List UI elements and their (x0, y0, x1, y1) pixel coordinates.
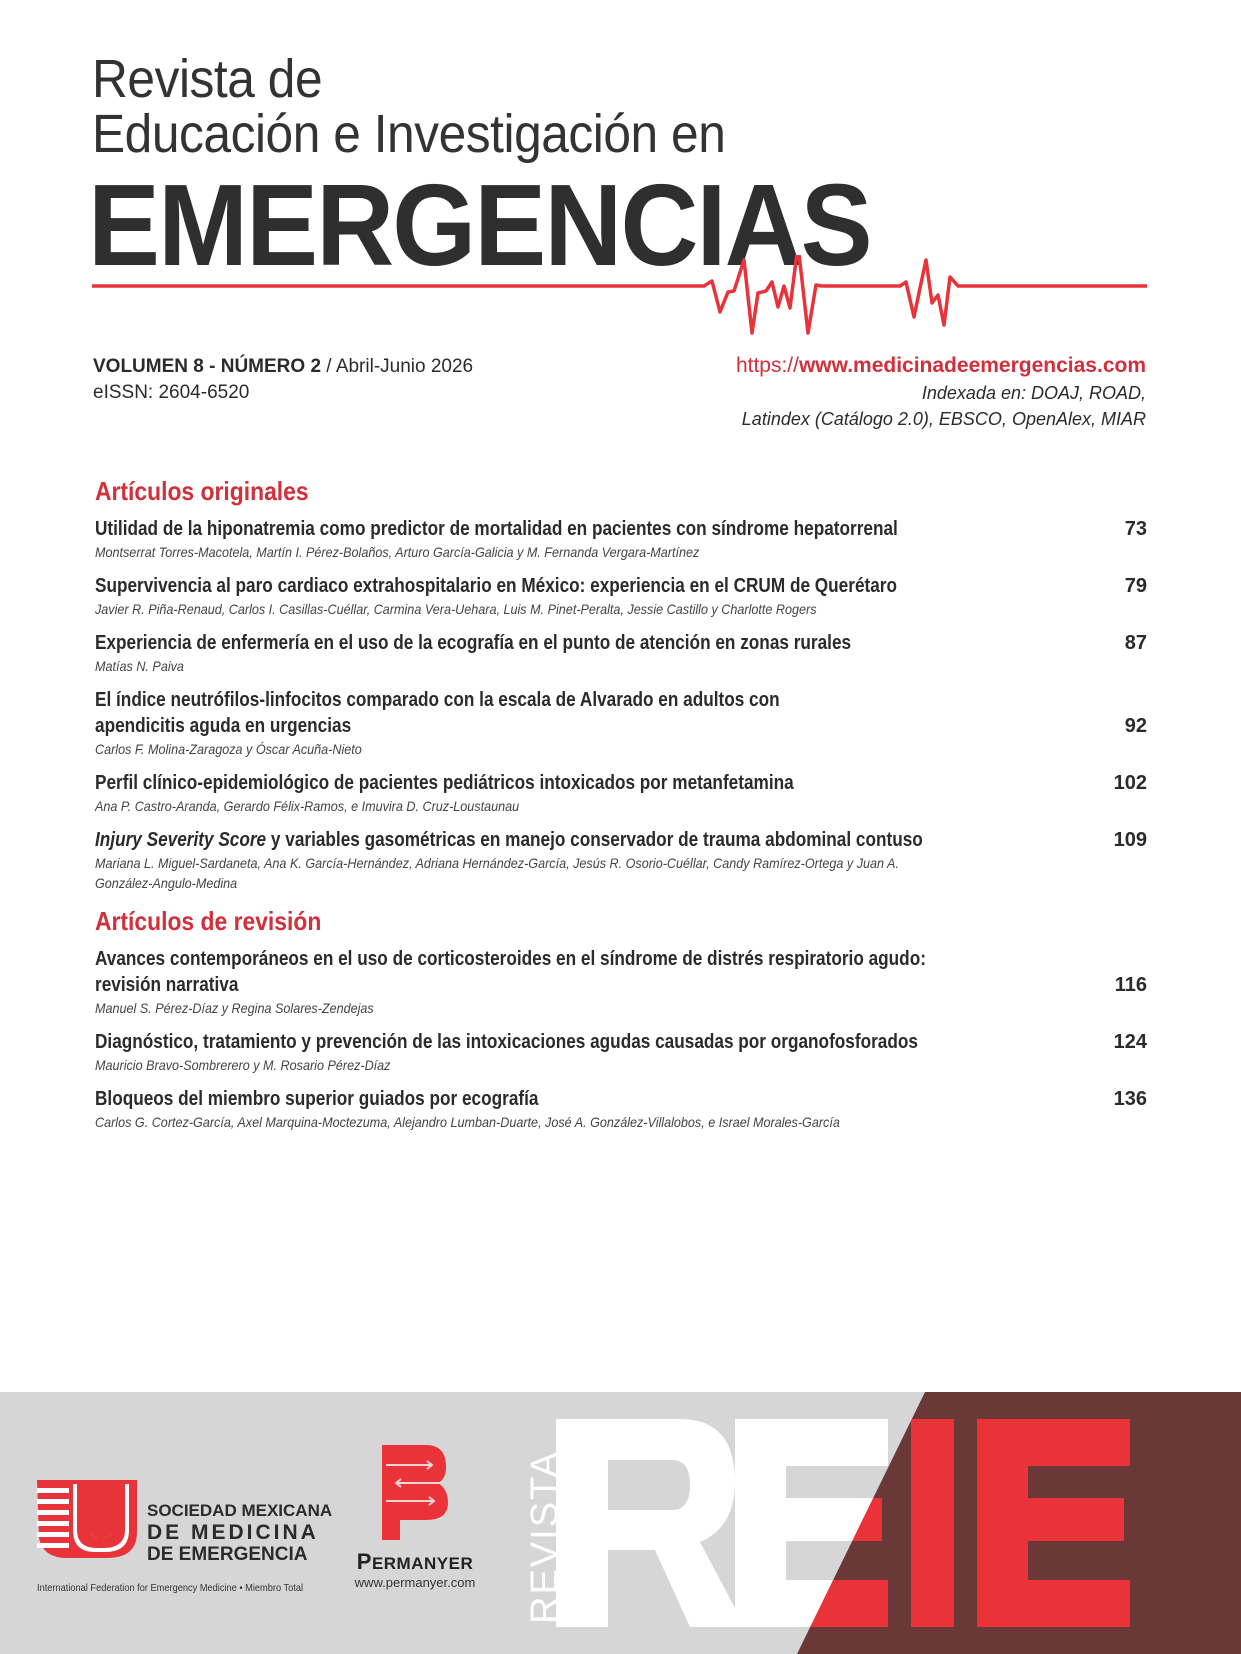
toc-entry[interactable] (95, 1029, 1147, 1075)
smme-u-icon (37, 1480, 137, 1558)
article-authors: Javier R. Piña-Renaud, Carlos I. Casillas-Cuéllar, Carmina Vera-Uehara, Luis M. Pinet-Peralta, Jessie Castillo y Charlotte Rogers (95, 601, 817, 617)
url-prefix: https:// (735, 354, 799, 377)
section-title-original-articles: Artículos originales (95, 476, 309, 506)
page-number: 116 (1114, 974, 1147, 996)
permanyer-p-icon (382, 1445, 448, 1540)
article-title: Utilidad de la hiponatremia como predictor de mortalidad en pacientes con síndrome hepatorrenal (95, 518, 898, 540)
article-title (95, 827, 1075, 853)
page-number: 87 (1124, 632, 1147, 654)
page-number: 124 (1113, 1031, 1147, 1053)
smme-name (147, 1500, 332, 1566)
revista-vertical-text: REVISTA (524, 1450, 566, 1624)
volume-number: VOLUMEN 8 - NÚMERO 2 (93, 356, 322, 377)
page-number: 136 (1113, 1088, 1147, 1110)
article-title: Bloqueos del miembro superior guiados por ecografía (95, 1088, 539, 1110)
page-number: 73 (1124, 518, 1147, 540)
article-authors: Carlos G. Cortez-García, Axel Marquina-Moctezuma, Alejandro Lumban-Duarte, José A. González-Villalobos, e Israel Morales-García (95, 1114, 840, 1130)
permanyer-rest: ERMANYER (371, 1554, 474, 1573)
smme-line-1: SOCIEDAD MEXICANA (147, 1501, 333, 1520)
permanyer-url-link[interactable]: www.permanyer.com (354, 1575, 476, 1590)
article-title-rest: y variables gasométricas en manejo conservador de trauma abdominal contuso (266, 829, 923, 851)
toc-entry[interactable] (95, 630, 1147, 676)
article-title: Supervivencia al paro cardiaco extrahospitalario en México: experiencia en el CRUM de Querétaro (95, 575, 898, 597)
toc-entry[interactable] (95, 516, 1147, 562)
toc-entry[interactable] (95, 770, 1147, 816)
toc-entry[interactable] (95, 573, 1147, 619)
article-authors: Mariana L. Miguel-Sardaneta, Ana K. García-Hernández, Adriana Hernández-García, Jesús R. Osorio-Cuéllar, Candy Ramírez-Ortega y Juan A. González-Angulo-Medina (95, 855, 899, 891)
eissn: eISSN: 2604-6520 (93, 382, 250, 403)
ecg-heartbeat-line-icon (92, 255, 1147, 335)
journal-links (736, 352, 1146, 432)
article-authors: Ana P. Castro-Aranda, Gerardo Félix-Ramos, e Imuvira D. Cruz-Loustaunau (95, 798, 520, 814)
article-authors: Montserrat Torres-Macotela, Martín I. Pérez-Bolaños, Arturo García-Galicia y M. Fernanda Vergara-Martínez (95, 544, 700, 560)
smme-logo (37, 1480, 333, 1594)
indexed-line-2: Latindex (Catálogo 2.0), EBSCO, OpenAlex, MIAR (741, 409, 1146, 429)
article-authors: Mauricio Bravo-Sombrerero y M. Rosario Pérez-Díaz (95, 1057, 391, 1073)
article-authors: Matías N. Paiva (95, 658, 184, 674)
masthead-line-1: Revista de (92, 49, 323, 109)
article-title-italic: Injury Severity Score (95, 829, 267, 851)
article-title: Perfil clínico-epidemiológico de pacientes pediátricos intoxicados por metanfetamina (95, 772, 794, 794)
issue-info (93, 354, 473, 406)
smme-line-3: DE EMERGENCIA (147, 1544, 308, 1565)
page-number: 79 (1124, 575, 1147, 597)
journal-masthead (88, 49, 1152, 290)
permanyer-logo (350, 1445, 480, 1590)
article-authors: Manuel S. Pérez-Díaz y Regina Solares-Zendejas (95, 1000, 374, 1016)
page-number: 92 (1124, 715, 1147, 737)
permanyer-name (350, 1549, 480, 1575)
table-of-contents (95, 474, 1147, 1143)
page-number: 109 (1113, 829, 1147, 851)
toc-entry[interactable] (95, 827, 1147, 893)
section-title-review-articles: Artículos de revisión (95, 906, 322, 936)
page-number: 102 (1113, 772, 1147, 794)
indexed-line-1: Indexada en: DOAJ, ROAD, (921, 383, 1146, 403)
journal-url-link[interactable] (736, 352, 1146, 380)
issue-period: / Abril-Junio 2026 (321, 356, 474, 377)
article-title: Diagnóstico, tratamiento y prevención de las intoxicaciones agudas causadas por organofosforados (95, 1031, 918, 1053)
masthead-line-2: Educación e Investigación en (92, 104, 726, 164)
article-title: Avances contemporáneos en el uso de corticosteroides en el síndrome de distrés respiratorio agudo: revisión narrativa (95, 948, 926, 996)
permanyer-initial: P (356, 1549, 372, 1574)
masthead-title: EMERGENCIAS (88, 160, 871, 290)
smme-subtitle: International Federation for Emergency Medicine • Miembro Total (37, 1582, 304, 1594)
article-authors: Carlos F. Molina-Zaragoza y Óscar Acuña-Nieto (95, 741, 362, 757)
url-domain: www.medicinadeemergencias.com (798, 354, 1146, 377)
toc-entry[interactable] (95, 946, 1147, 1018)
smme-line-2: DE MEDICINA (147, 1521, 319, 1544)
article-title: Experiencia de enfermería en el uso de la ecografía en el punto de atención en zonas rurales (95, 632, 852, 654)
article-title: El índice neutrófilos-linfocitos comparado con la escala de Alvarado en adultos con apendicitis aguda en urgencias (95, 689, 780, 737)
toc-entry[interactable] (95, 687, 1147, 759)
toc-entry[interactable] (95, 1086, 1147, 1132)
